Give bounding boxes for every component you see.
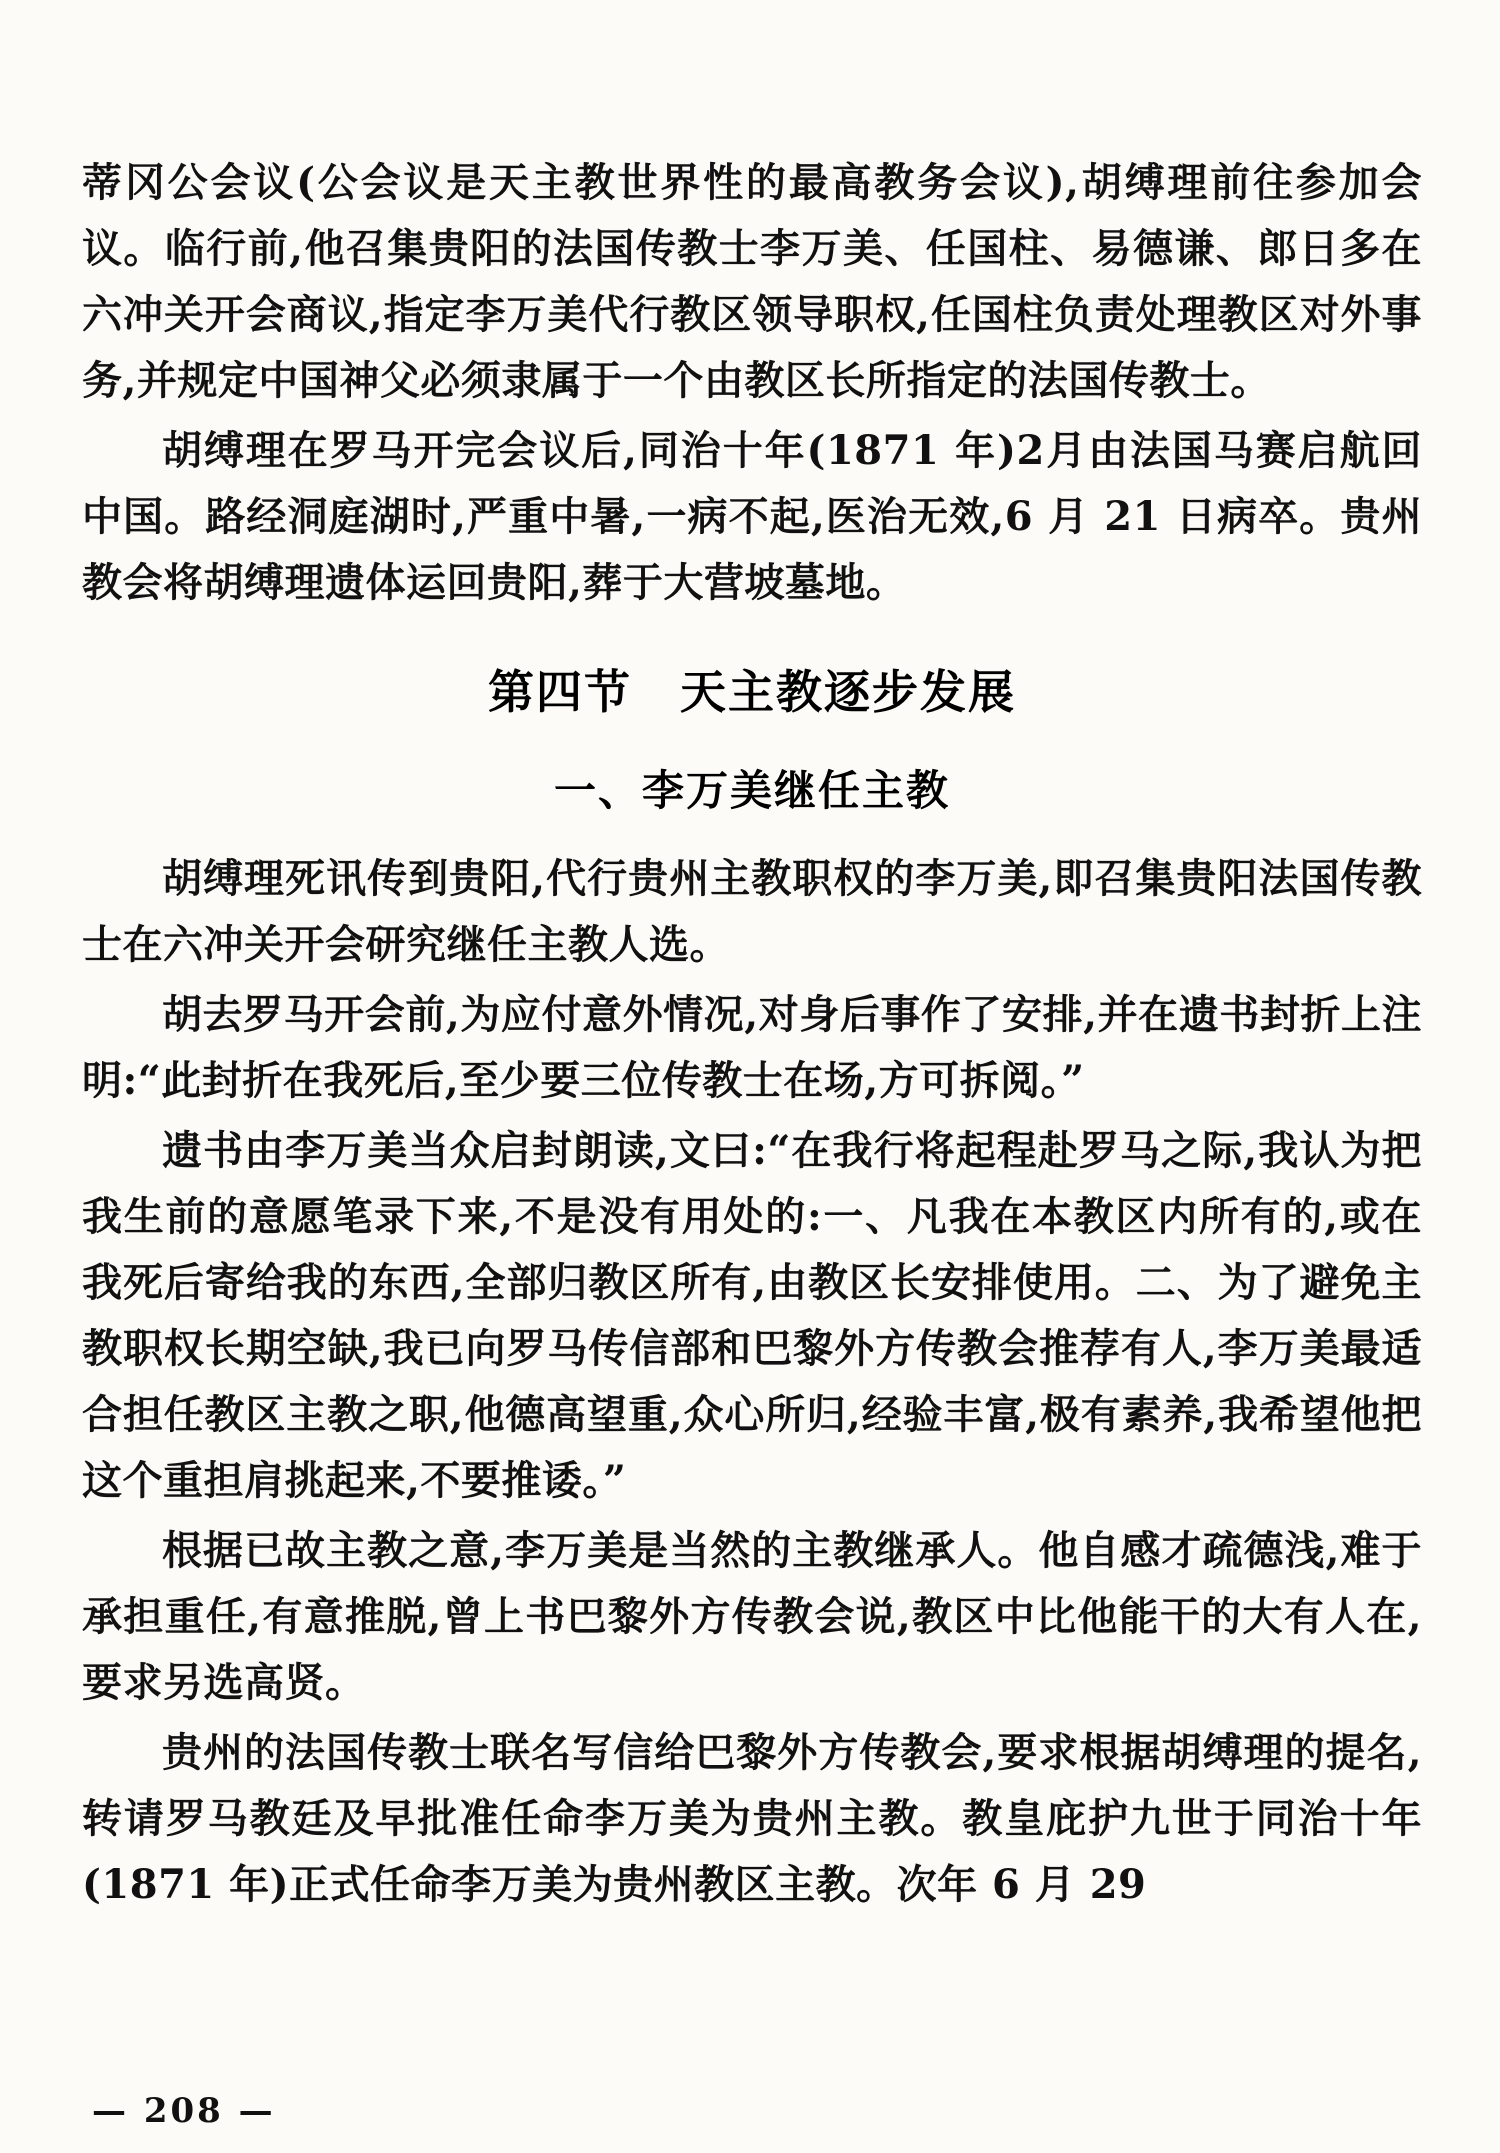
page-number: — 208 —: [92, 2091, 276, 2131]
paragraph: 胡缚理在罗马开完会议后,同治十年(1871 年)2月由法国马赛启航回中国。路经洞庭湖时,严重中暑,一病不起,医治无效,6 月 21 日病卒。贵州教会将胡缚理遗体运回贵阳,葬于大营坡墓地。: [82, 427, 1422, 606]
section-heading: 第四节 天主教逐步发展: [488, 665, 1016, 719]
page-content: [82, 150, 1422, 1922]
paragraph-continued: 蒂冈公会议(公会议是天主教世界性的最高教务会议),胡缚理前往参加会议。临行前,他召集贵阳的法国传教士李万美、任国柱、易德谦、郎日多在六冲关开会商议,指定李万美代行教区领导职权,任国柱负责处理教区对外事务,并规定中国神父必须隶属于一个由教区长所指定的法国传教士。: [82, 159, 1422, 404]
paragraph: 贵州的法国传教士联名写信给巴黎外方传教会,要求根据胡缚理的提名,转请罗马教廷及早批准任命李万美为贵州主教。教皇庇护九世于同治十年(1871 年)正式任命李万美为贵州教区主教。次年 6 月 29: [82, 1729, 1422, 1908]
subsection-heading: 一、李万美继任主教: [553, 766, 950, 815]
paragraph: 胡去罗马开会前,为应付意外情况,对身后事作了安排,并在遗书封折上注明:“此封折在我死后,至少要三位传教士在场,方可拆阅。”: [82, 991, 1422, 1104]
paragraph: 根据已故主教之意,李万美是当然的主教继承人。他自感才疏德浅,难于承担重任,有意推脱,曾上书巴黎外方传教会说,教区中比他能干的大有人在,要求另选高贤。: [82, 1527, 1422, 1706]
paragraph: 遗书由李万美当众启封朗读,文曰:“在我行将起程赴罗马之际,我认为把我生前的意愿笔录下来,不是没有用处的:一、凡我在本教区内所有的,或在我死后寄给我的东西,全部归教区所有,由教区长安排使用。二、为了避免主教职权长期空缺,我已向罗马传信部和巴黎外方传教会推荐有人,李万美最适合担任教区主教之职,他德高望重,众心所归,经验丰富,极有素养,我希望他把这个重担肩挑起来,不要推诿。”: [82, 1127, 1422, 1504]
paragraph: 胡缚理死讯传到贵阳,代行贵州主教职权的李万美,即召集贵阳法国传教士在六冲关开会研究继任主教人选。: [82, 855, 1422, 968]
